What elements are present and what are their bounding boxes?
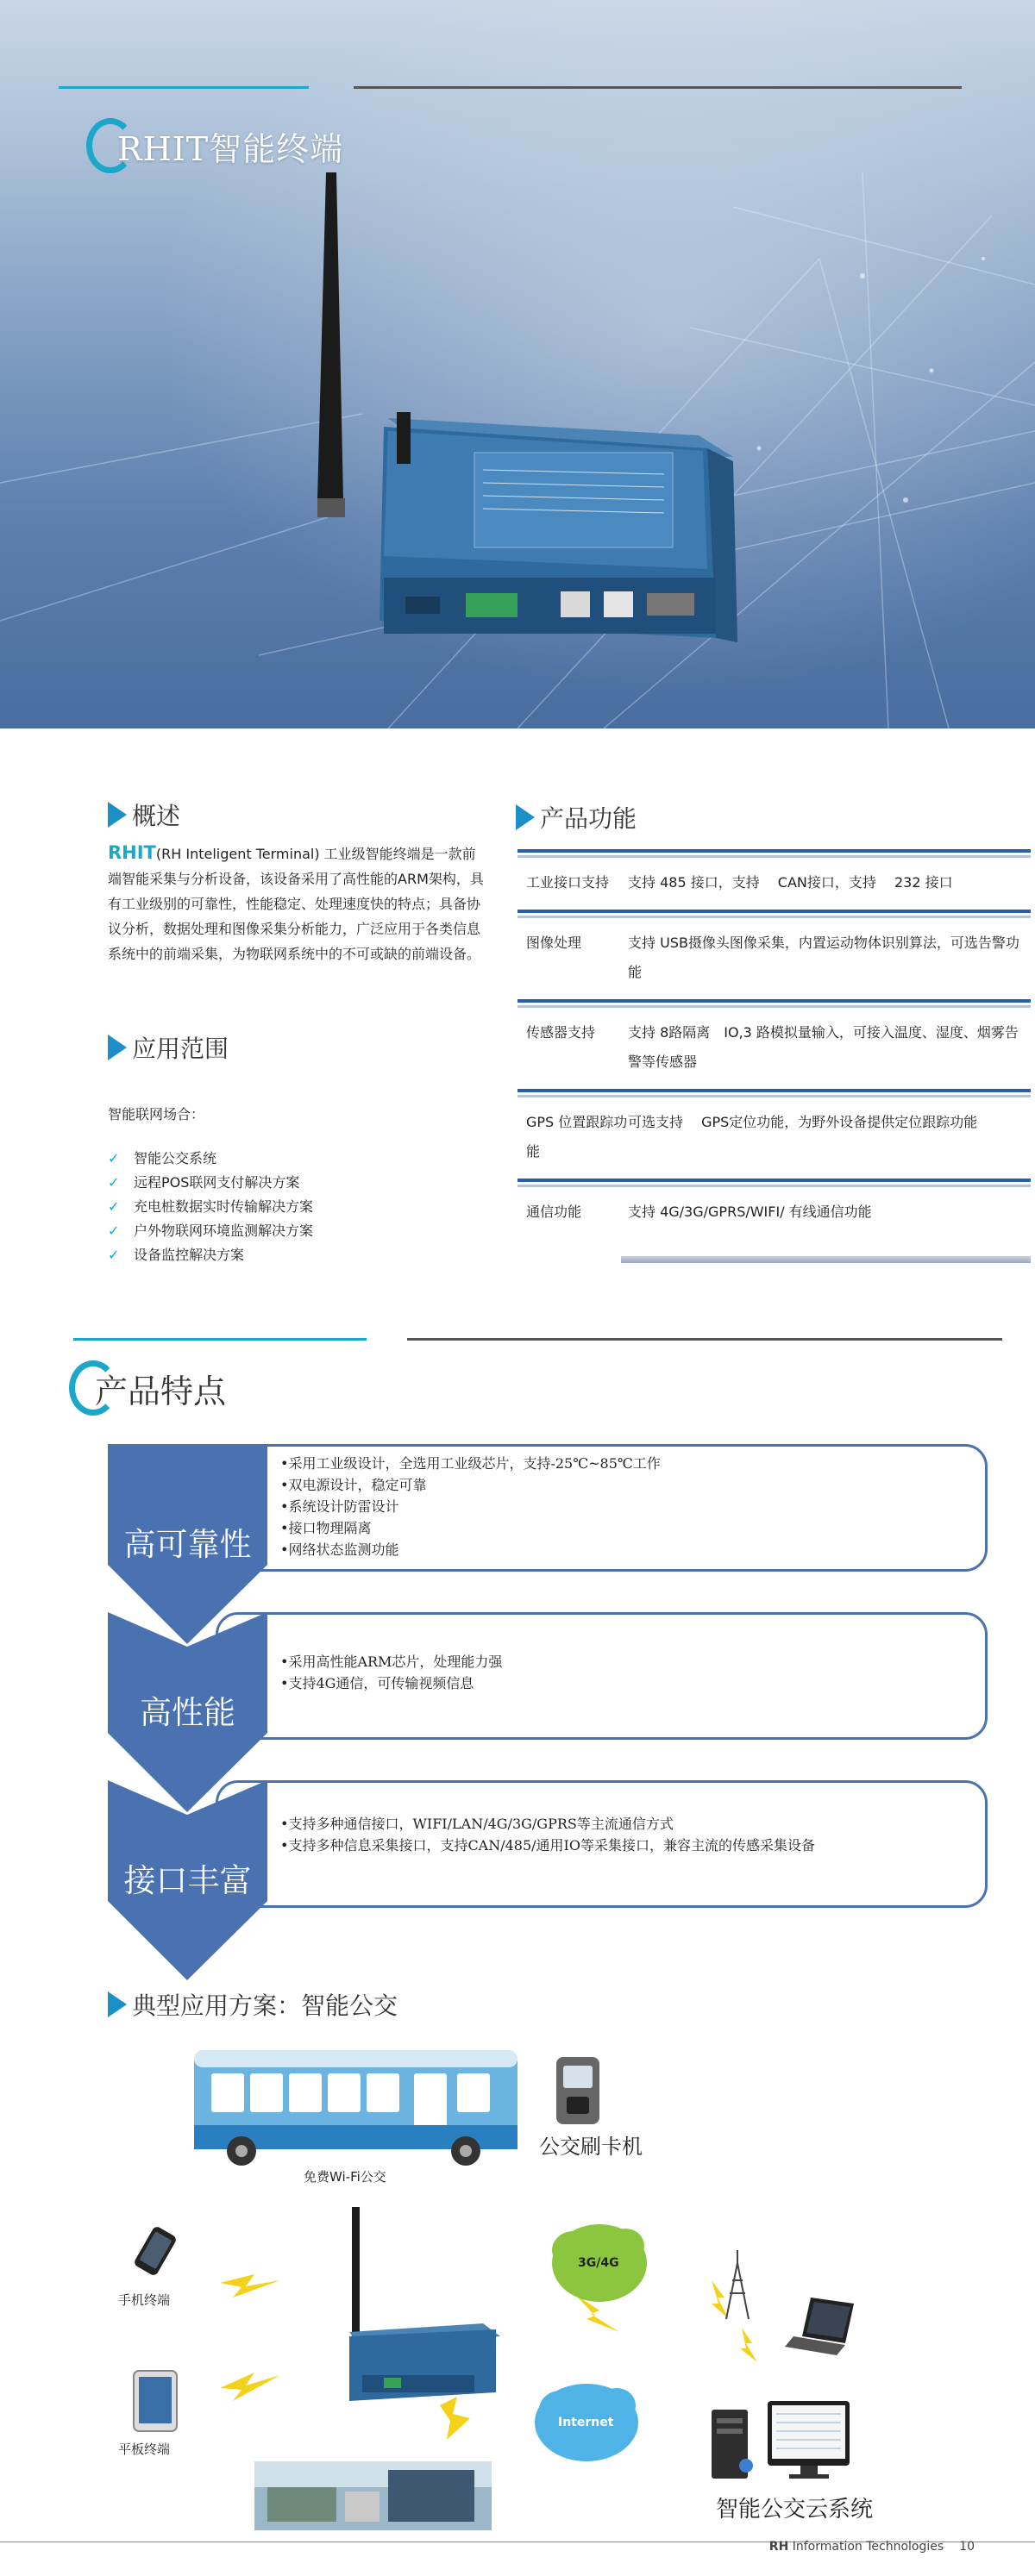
brand-name: RHIT — [108, 842, 156, 863]
functions-table — [518, 849, 1031, 1239]
application-intro: 智能联网场合： — [108, 1106, 205, 1122]
diagram-graphics — [104, 2035, 966, 2543]
monitor-icon — [768, 2401, 850, 2479]
triangle-bullet-icon — [516, 804, 535, 830]
hero-divider-line — [354, 86, 962, 89]
list-item: •采用工业级设计，全选用工业级芯片，支持-25℃~85℃工作 — [280, 1455, 661, 1472]
check-icon: ✓ — [108, 1222, 120, 1239]
phone-icon — [133, 2225, 178, 2277]
hero-title: RHIT智能终端 — [117, 129, 344, 168]
check-icon: ✓ — [108, 1174, 120, 1191]
bus-label: 免费Wi-Fi公交 — [304, 2169, 386, 2185]
row-label: 传感器支持 — [526, 1024, 596, 1041]
functions-heading — [516, 800, 637, 835]
feature-label: 高性能 — [140, 1694, 235, 1731]
card-reader-icon — [556, 2057, 599, 2124]
features-title: 产品特点 — [95, 1372, 227, 1410]
bus-icon — [194, 2050, 518, 2166]
bus-station-image — [254, 2461, 492, 2530]
features-title-block — [69, 1358, 227, 1418]
hero-banner — [0, 0, 1035, 728]
tablet-icon — [134, 2371, 177, 2431]
footer-company-bold: RH — [768, 2540, 789, 2554]
hero-accent-line — [59, 86, 309, 89]
triangle-bullet-icon — [108, 1035, 127, 1060]
cloud-internet-label: Internet — [558, 2416, 614, 2429]
server-icon — [712, 2410, 753, 2479]
feature-performance — [108, 1612, 884, 1776]
table-row — [518, 1179, 1031, 1239]
list-item: ✓ 智能公交系统 — [108, 1147, 313, 1171]
row-label: 图像处理 — [526, 935, 582, 951]
list-item: •网络状态监测功能 — [280, 1541, 399, 1558]
list-item: •支持4G通信，可传输视频信息 — [280, 1675, 474, 1691]
check-icon: ✓ — [108, 1150, 120, 1166]
feature-bullets — [280, 1813, 858, 1856]
list-item: ✓ 远程POS联网支付解决方案 — [108, 1171, 313, 1195]
footer-company-rest: Information Technologies — [788, 2540, 944, 2554]
application-heading — [108, 1030, 229, 1065]
row-description: 支持 USB摄像头图像采集，内置运动物体识别算法，可选告警功能 — [628, 935, 1019, 980]
triangle-bullet-icon — [108, 1991, 127, 2017]
feature-label: 高可靠性 — [123, 1526, 252, 1563]
footer — [769, 2540, 975, 2554]
laptop-icon — [785, 2298, 854, 2355]
feature-bullets — [280, 1651, 858, 1694]
table-bottom-bar — [621, 1256, 1031, 1263]
feature-bullets — [280, 1453, 858, 1560]
overview-title: 概述 — [132, 802, 181, 830]
row-label: 工业接口支持 — [526, 874, 610, 891]
card-reader-label: 公交刷卡机 — [539, 2135, 643, 2159]
application-title: 应用范围 — [132, 1035, 229, 1063]
feature-label: 接口丰富 — [123, 1862, 252, 1899]
cloud-system-label: 智能公交云系统 — [716, 2497, 874, 2523]
list-item: ✓ 设备监控解决方案 — [108, 1243, 313, 1267]
list-item: •支持多种信息采集接口，支持CAN/485/通用IO等采集接口，兼容主流的传感采集设备 — [280, 1837, 815, 1854]
row-label: 通信功能 — [526, 1204, 582, 1220]
table-row — [518, 1089, 1031, 1179]
table-row — [518, 999, 1031, 1089]
page-number: 10 — [959, 2540, 975, 2554]
feature-reliability — [108, 1444, 884, 1608]
feature-interfaces — [108, 1780, 884, 1944]
list-item: •支持多种通信接口，WIFI/LAN/4G/3G/GPRS等主流通信方式 — [280, 1816, 674, 1832]
list-item: •采用高性能ARM芯片，处理能力强 — [280, 1654, 503, 1670]
overview-paragraph — [108, 841, 487, 966]
list-item: •双电源设计，稳定可靠 — [280, 1477, 427, 1493]
overview-heading — [108, 797, 180, 832]
tablet-label: 平板终端 — [118, 2442, 171, 2457]
cell-tower-icon — [726, 2250, 749, 2319]
row-label: GPS 位置跟踪功能 — [526, 1114, 628, 1160]
typical-heading — [108, 1987, 398, 2022]
row-description: 支持 485 接口，支持 CAN接口，支持 232 接口 — [628, 874, 953, 891]
functions-title: 产品功能 — [540, 804, 637, 833]
typical-title: 典型应用方案：智能公交 — [132, 1991, 398, 2020]
triangle-bullet-icon — [108, 802, 127, 828]
row-description: 支持 4G/3G/GPRS/WIFI/ 有线通信功能 — [628, 1204, 872, 1220]
application-list — [108, 1147, 313, 1267]
phone-label: 手机终端 — [118, 2292, 171, 2308]
overview-text: (RH Inteligent Terminal) 工业级智能终端是一款前端智能采集与分析设备，该设备采用了高性能的ARM架构，具有工业级别的可靠性，性能稳定、处理速度快的特点；具备协议分析，数据处理和图像采集分析能力，广泛应用于各类信息系统中的前端采集，为物联网系统中的不可或缺的前端设备。 — [108, 846, 484, 962]
row-description: 可选支持 GPS定位功能，为野外设备提供定位跟踪功能 — [628, 1114, 978, 1130]
check-icon: ✓ — [108, 1198, 120, 1215]
rhit-terminal-device-image — [302, 172, 750, 655]
cloud-3g4g-label: 3G/4G — [578, 2256, 619, 2270]
list-item: •接口物理隔离 — [280, 1520, 372, 1536]
row-description: 支持 8路隔离 IO,3 路模拟量输入，可接入温度、湿度、烟雾告警等传感器 — [628, 1024, 1019, 1070]
table-row — [518, 849, 1031, 910]
list-item: ✓ 充电桩数据实时传输解决方案 — [108, 1195, 313, 1219]
list-item: •系统设计防雷设计 — [280, 1498, 399, 1515]
table-row — [518, 910, 1031, 999]
features-accent-line — [73, 1338, 367, 1341]
list-item: ✓ 户外物联网环境监测解决方案 — [108, 1219, 313, 1243]
smart-bus-diagram — [104, 2035, 966, 2543]
check-icon: ✓ — [108, 1247, 120, 1263]
terminal-device-icon — [349, 2207, 500, 2401]
features-divider-line — [407, 1338, 1002, 1341]
hero-title-block — [86, 116, 344, 176]
